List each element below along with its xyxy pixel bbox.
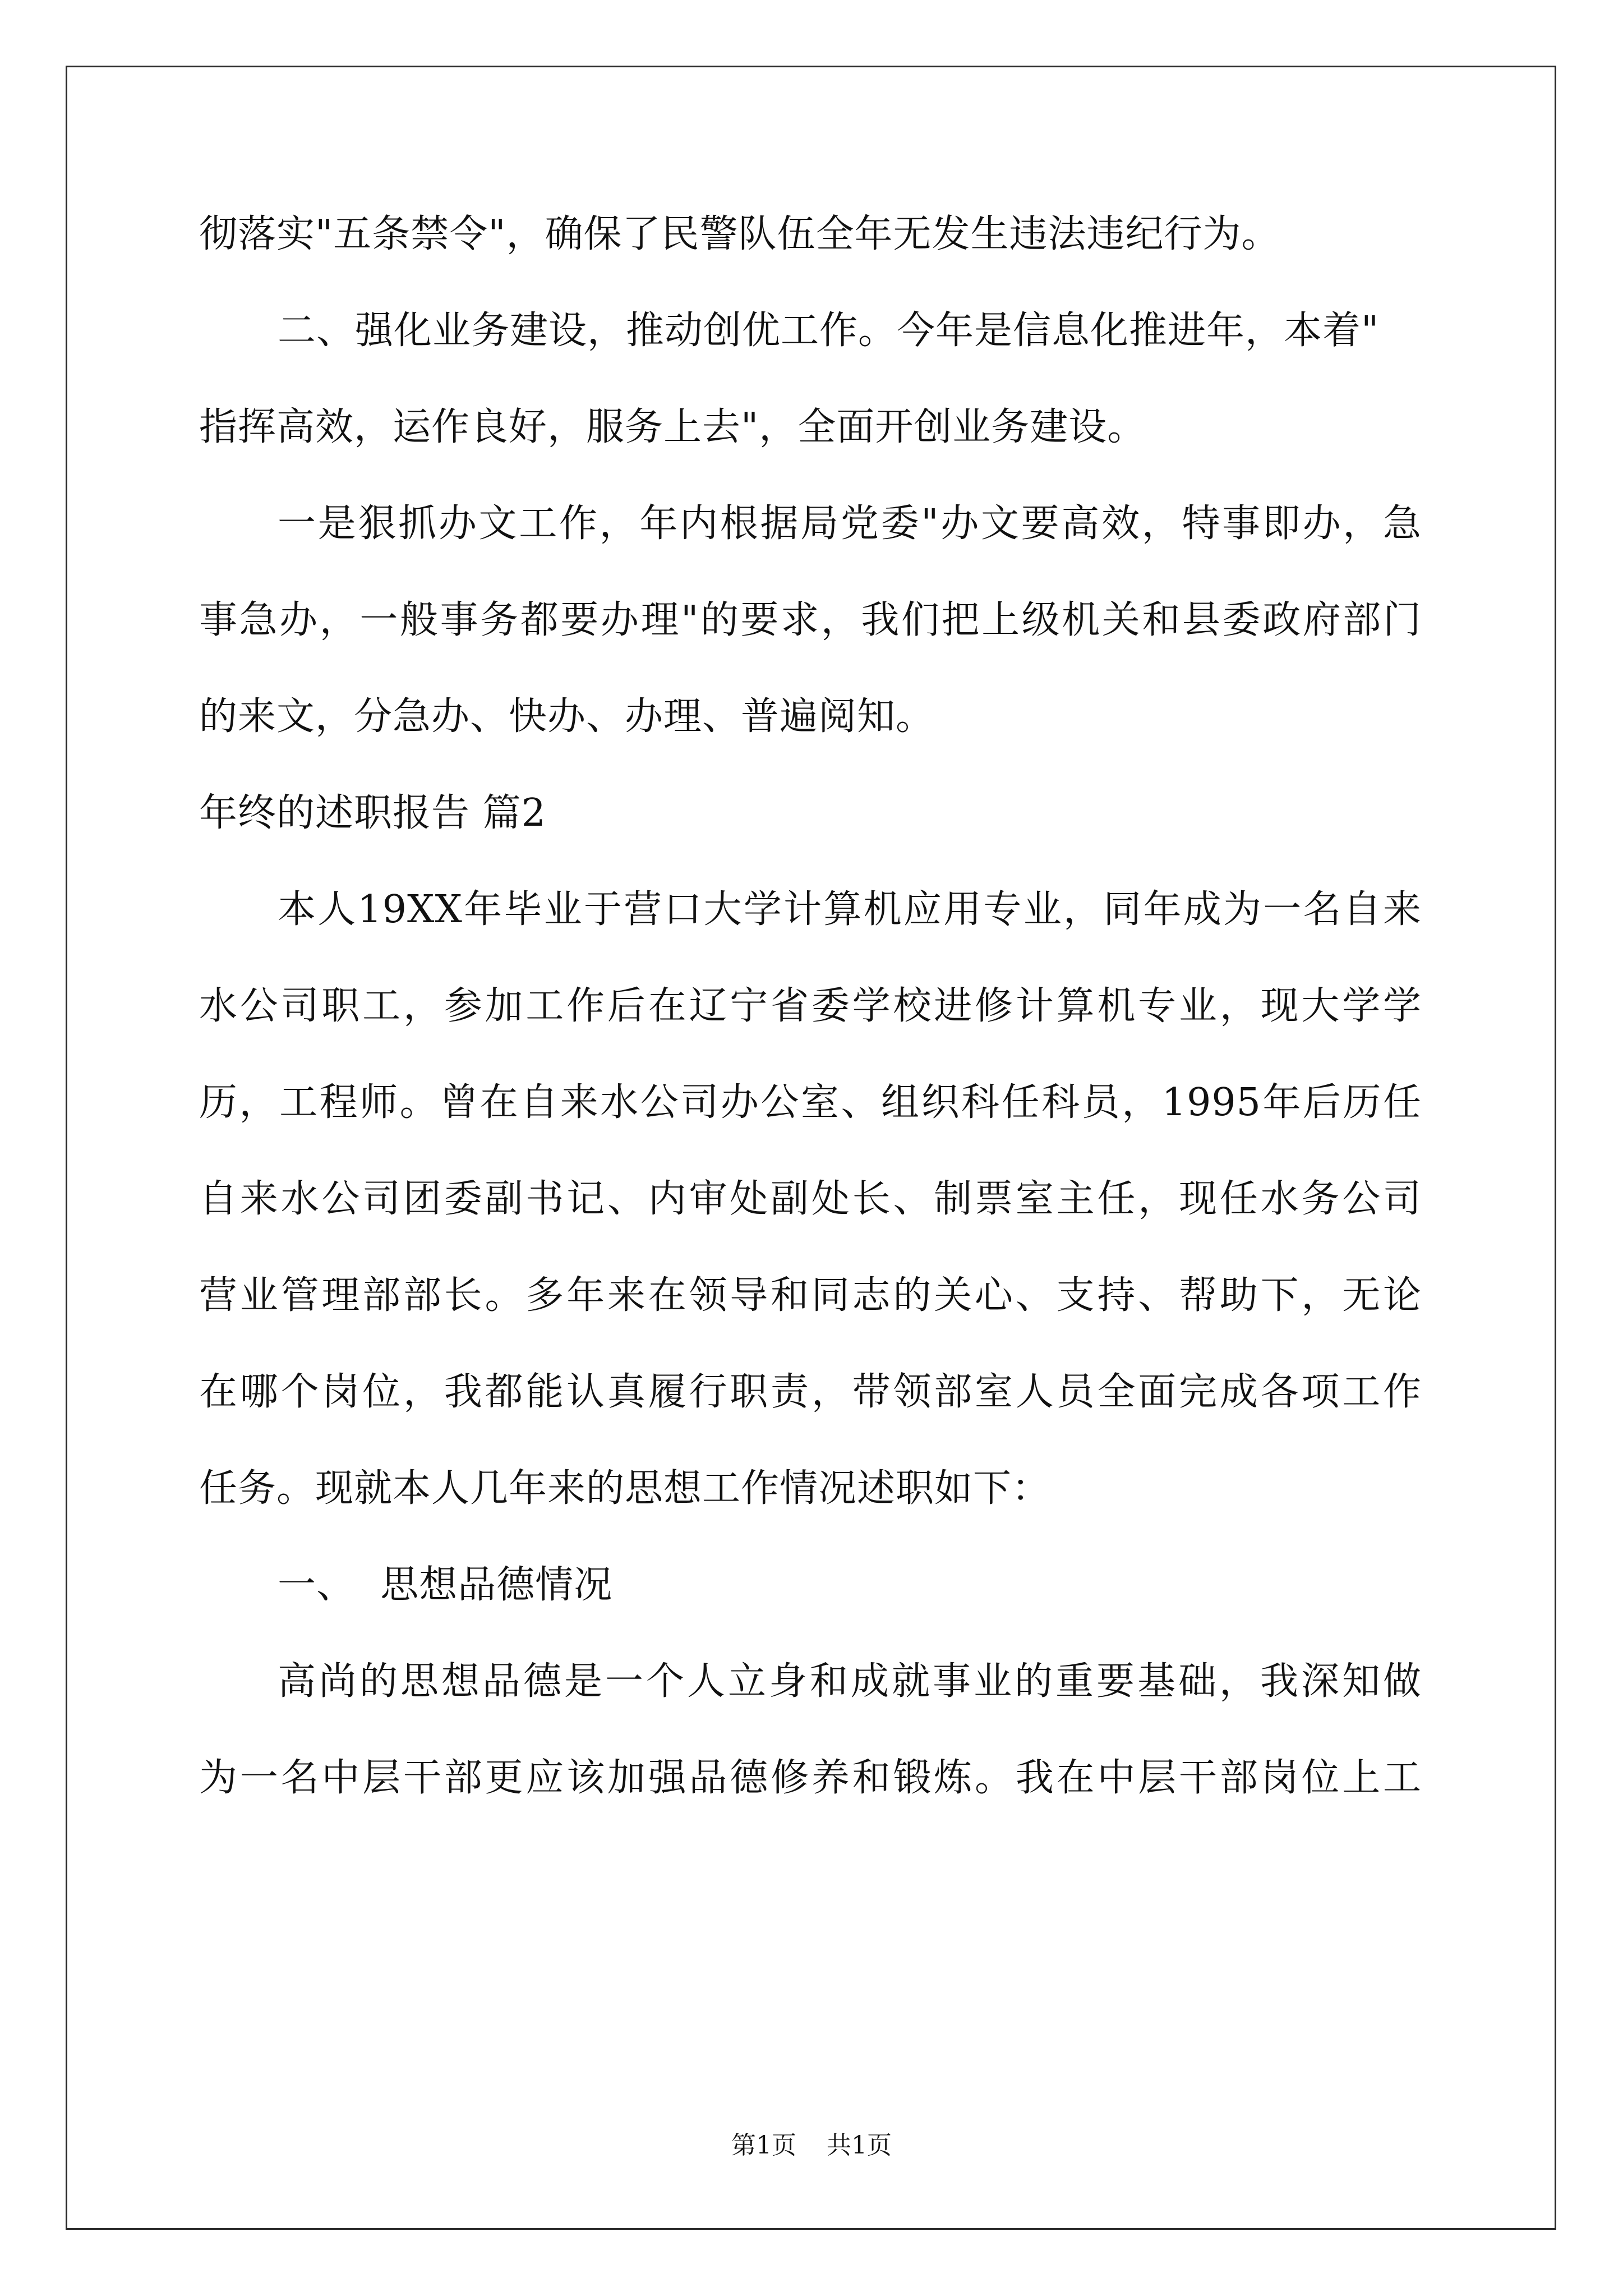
page-footer: [0, 2129, 1623, 2162]
body-line: 水公司职工，参加工作后在辽宁省委学校进修计算机专业，现大学学: [199, 984, 1422, 1028]
body-line: 营业管理部部长。多年来在领导和同志的关心、支持、帮助下，无论: [199, 1273, 1422, 1318]
subsection-heading: 一、 思想品德情况: [278, 1563, 613, 1607]
section-heading: 年终的述职报告 篇2: [199, 791, 546, 835]
body-line: 自来水公司团委副书记、内审处副处长、制票室主任，现任水务公司: [199, 1177, 1422, 1221]
body-line: 任务。现就本人几年来的思想工作情况述职如下：: [199, 1466, 1051, 1511]
page-number: 第1页: [731, 2131, 796, 2160]
body-line: 事急办，一般事务都要办理"的要求，我们把上级机关和县委政府部门: [199, 598, 1422, 642]
page-total: 共1页: [827, 2131, 892, 2160]
body-line: 为一名中层干部更应该加强品德修养和锻炼。我在中层干部岗位上工: [199, 1756, 1422, 1800]
body-line: 一是狠抓办文工作，年内根据局党委"办文要高效，特事即办，急: [278, 501, 1422, 546]
page-border: [66, 66, 1556, 2230]
body-line: 历，工程师。曾在自来水公司办公室、组织科任科员，1995年后历任: [199, 1080, 1422, 1125]
body-line: 本人19XX年毕业于营口大学计算机应用专业，同年成为一名自来: [278, 887, 1422, 932]
body-line: 彻落实"五条禁令"，确保了民警队伍全年无发生违法违纪行为。: [199, 212, 1280, 256]
body-line: 高尚的思想品德是一个人立身和成就事业的重要基础，我深知做: [278, 1659, 1422, 1704]
body-line: 二、强化业务建设，推动创优工作。今年是信息化推进年，本着": [278, 309, 1380, 353]
body-line: 在哪个岗位，我都能认真履行职责，带领部室人员全面完成各项工作: [199, 1370, 1422, 1414]
body-line: 的来文，分急办、快办、办理、普遍阅知。: [199, 694, 935, 739]
body-line: 指挥高效，运作良好，服务上去"，全面开创业务建设。: [199, 405, 1146, 449]
